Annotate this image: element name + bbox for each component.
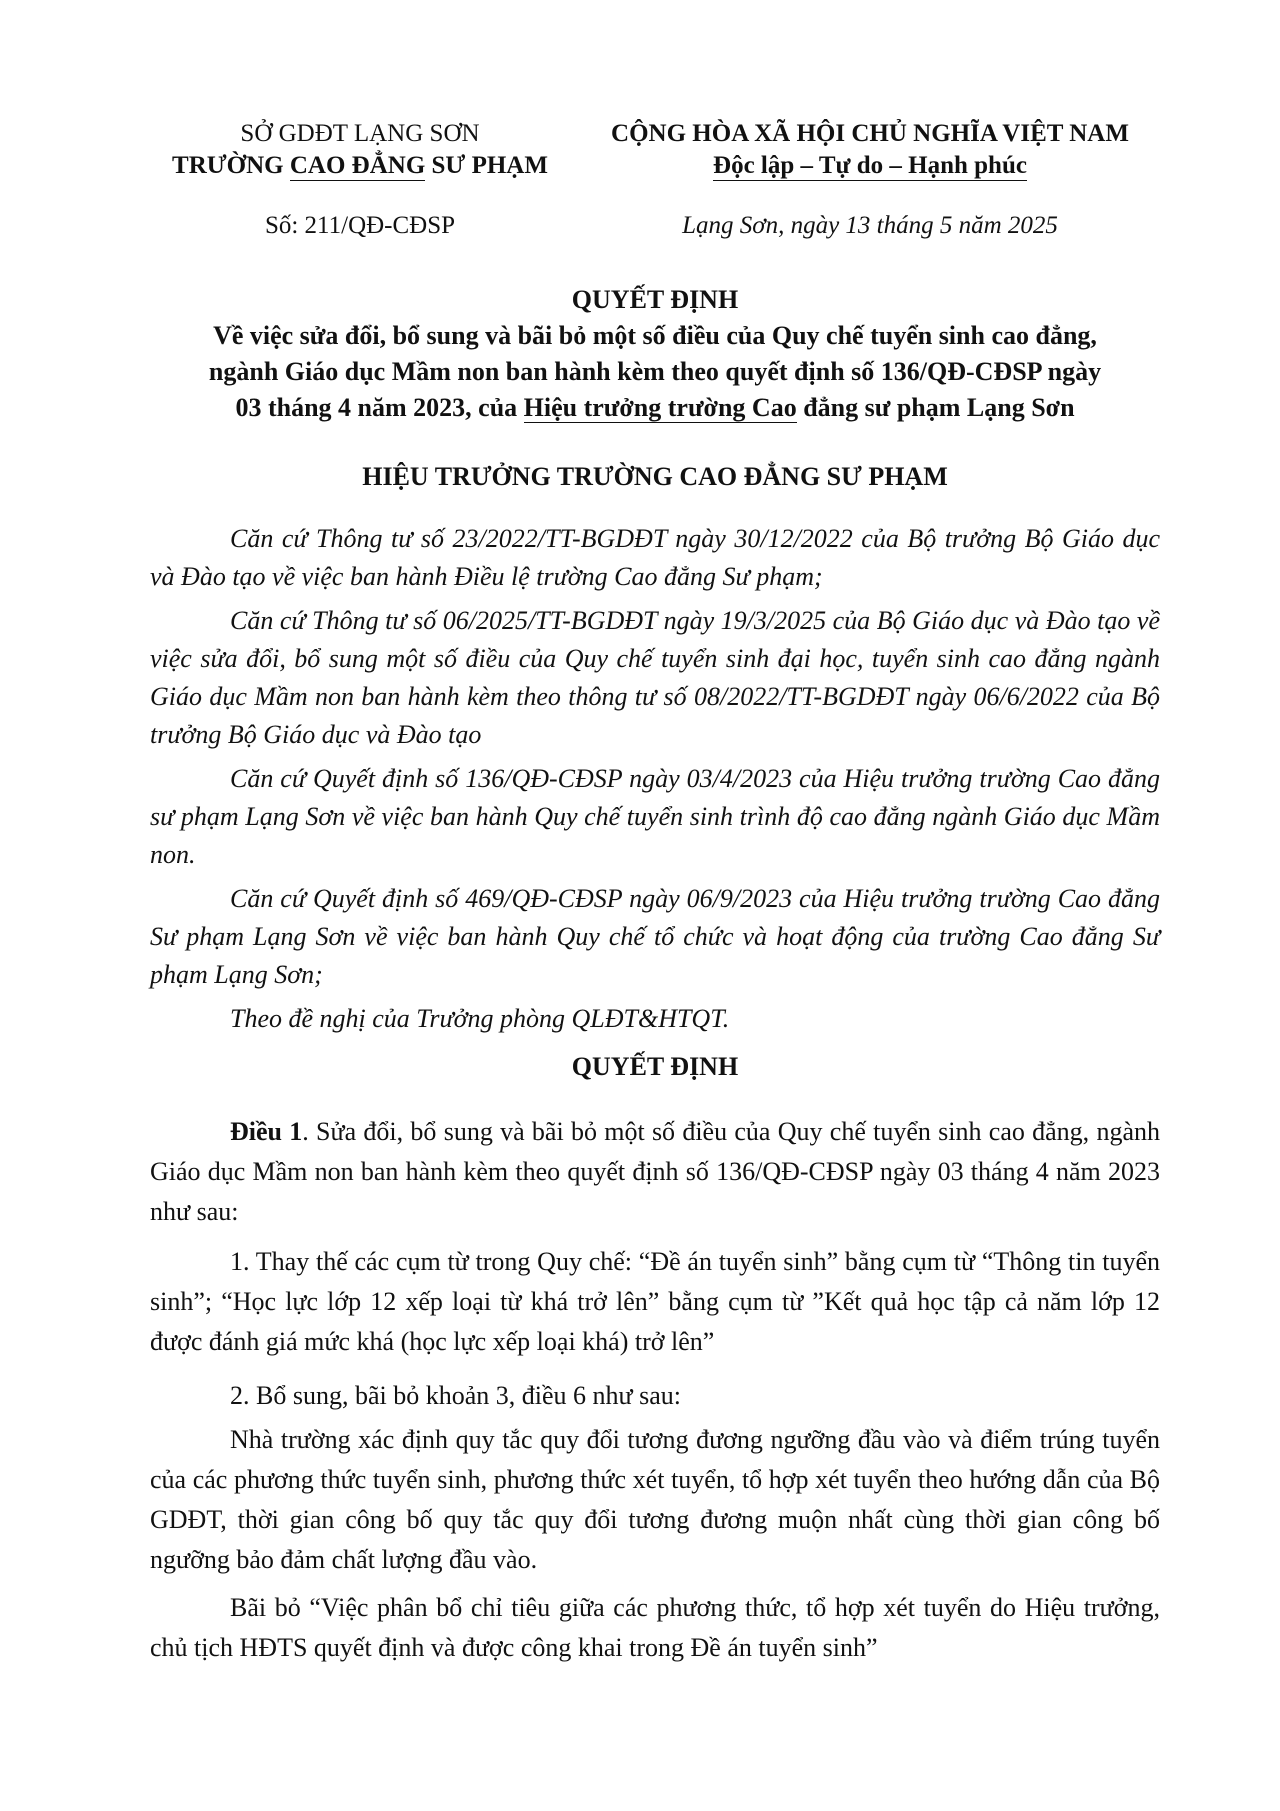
national-motto-block <box>580 118 1160 182</box>
decision-heading: QUYẾT ĐỊNH <box>571 1052 739 1081</box>
issuing-agency-block <box>150 118 570 182</box>
agency-name-part1: TRƯỜNG <box>172 152 290 179</box>
agency-name-part3: SƯ PHẠM <box>425 152 548 179</box>
article-1-intro <box>150 1112 1160 1232</box>
preamble-item: Theo đề nghị của Trưởng phòng QLĐT&HTQT. <box>230 1004 730 1033</box>
document-date: Lạng Sơn, ngày 13 tháng 5 năm 2025 <box>682 212 1058 239</box>
article-1 <box>150 1112 1160 1668</box>
title-line-3 <box>150 390 1160 426</box>
national-motto: Độc lập – Tự do – Hạnh phúc <box>713 152 1027 179</box>
article-item: 2. Bổ sung, bãi bỏ khoản 3, điều 6 như sau: <box>230 1381 682 1410</box>
preamble-item: Căn cứ Quyết định số 136/QĐ-CĐSP ngày 03/4/2023 của Hiệu trưởng trường Cao đẳng sư phạm Lạng Sơn về việc ban hành Quy chế tuyển sinh trình độ cao đẳng ngành Giáo dục Mầm non. <box>150 764 1160 869</box>
title-line-2: ngành Giáo dục Mầm non ban hành kèm theo quyết định số 136/QĐ-CĐSP ngày <box>208 357 1102 386</box>
article-item: 1. Thay thế các cụm từ trong Quy chế: “Đề án tuyển sinh” bằng cụm từ “Thông tin tuyển sinh”; “Học lực lớp 12 xếp loại từ khá trở lên” bằng cụm từ ”Kết quả học tập cả năm lớp 12 được đánh giá mức khá (học lực xếp loại khá) trở lên” <box>150 1247 1160 1356</box>
title-line-3-part2: Hiệu trưởng trường Cao <box>523 393 797 422</box>
agency-parent: SỞ GDĐT LẠNG SƠN <box>240 120 480 147</box>
article-item: Bãi bỏ “Việc phân bổ chỉ tiêu giữa các phương thức, tổ hợp xét tuyển do Hiệu trưởng, chủ tịch HĐTS quyết định và được công khai trong Đề án tuyển sinh” <box>150 1593 1160 1662</box>
title-line-3-part1: 03 tháng 4 năm 2023, của <box>235 393 524 422</box>
agency-name <box>150 150 570 182</box>
article-1-text: . Sửa đổi, bổ sung và bãi bỏ một số điều của Quy chế tuyển sinh cao đẳng, ngành Giáo dục Mầm non ban hành kèm theo quyết định số 136/QĐ-CĐSP ngày 03 tháng 4 năm 2023 như sau: <box>150 1117 1160 1226</box>
agency-name-part2: CAO ĐẲNG <box>289 152 426 179</box>
preamble-item: Căn cứ Thông tư số 06/2025/TT-BGDĐT ngày 19/3/2025 của Bộ Giáo dục và Đào tạo về việc sửa đổi, bổ sung một số điều của Quy chế tuyển sinh đại học, tuyển sinh cao đẳng ngành Giáo dục Mầm non ban hành kèm theo thông tư số 08/2022/TT-BGDĐT ngày 06/6/2022 của Bộ trưởng Bộ Giáo dục và Đào tạo <box>150 606 1160 749</box>
document-title <box>150 282 1160 426</box>
preamble <box>150 520 1160 1038</box>
preamble-item: Căn cứ Quyết định số 469/QĐ-CĐSP ngày 06/9/2023 của Hiệu trưởng trường Cao đẳng Sư phạm Lạng Sơn về việc ban hành Quy chế tổ chức và hoạt động của trường Cao đẳng Sư phạm Lạng Sơn; <box>150 884 1160 989</box>
preamble-item: Căn cứ Thông tư số 23/2022/TT-BGDĐT ngày 30/12/2022 của Bộ trưởng Bộ Giáo dục và Đào tạo về việc ban hành Điều lệ trường Cao đẳng Sư phạm; <box>150 524 1160 591</box>
issuing-authority: HIỆU TRƯỞNG TRƯỜNG CAO ĐẲNG SƯ PHẠM <box>362 462 948 491</box>
article-item: Nhà trường xác định quy tắc quy đổi tương đương ngưỡng đầu vào và điểm trúng tuyển của các phương thức tuyển sinh, phương thức xét tuyển, tổ hợp xét tuyển theo hướng dẫn của Bộ GDĐT, thời gian công bố quy tắc quy đổi tương đương muộn nhất cùng thời gian công bố ngưỡng bảo đảm chất lượng đầu vào. <box>150 1425 1160 1574</box>
country-name: CỘNG HÒA XÃ HỘI CHỦ NGHĨA VIỆT NAM <box>611 120 1129 147</box>
article-1-label: Điều 1 <box>230 1117 303 1146</box>
title-line-1: Về việc sửa đổi, bổ sung và bãi bỏ một số điều của Quy chế tuyển sinh cao đẳng, <box>213 321 1097 350</box>
document-number: Số: 211/QĐ-CĐSP <box>264 212 456 239</box>
title-line-3-part3: đẳng sư phạm Lạng Sơn <box>796 393 1075 422</box>
title-heading: QUYẾT ĐỊNH <box>571 285 739 314</box>
